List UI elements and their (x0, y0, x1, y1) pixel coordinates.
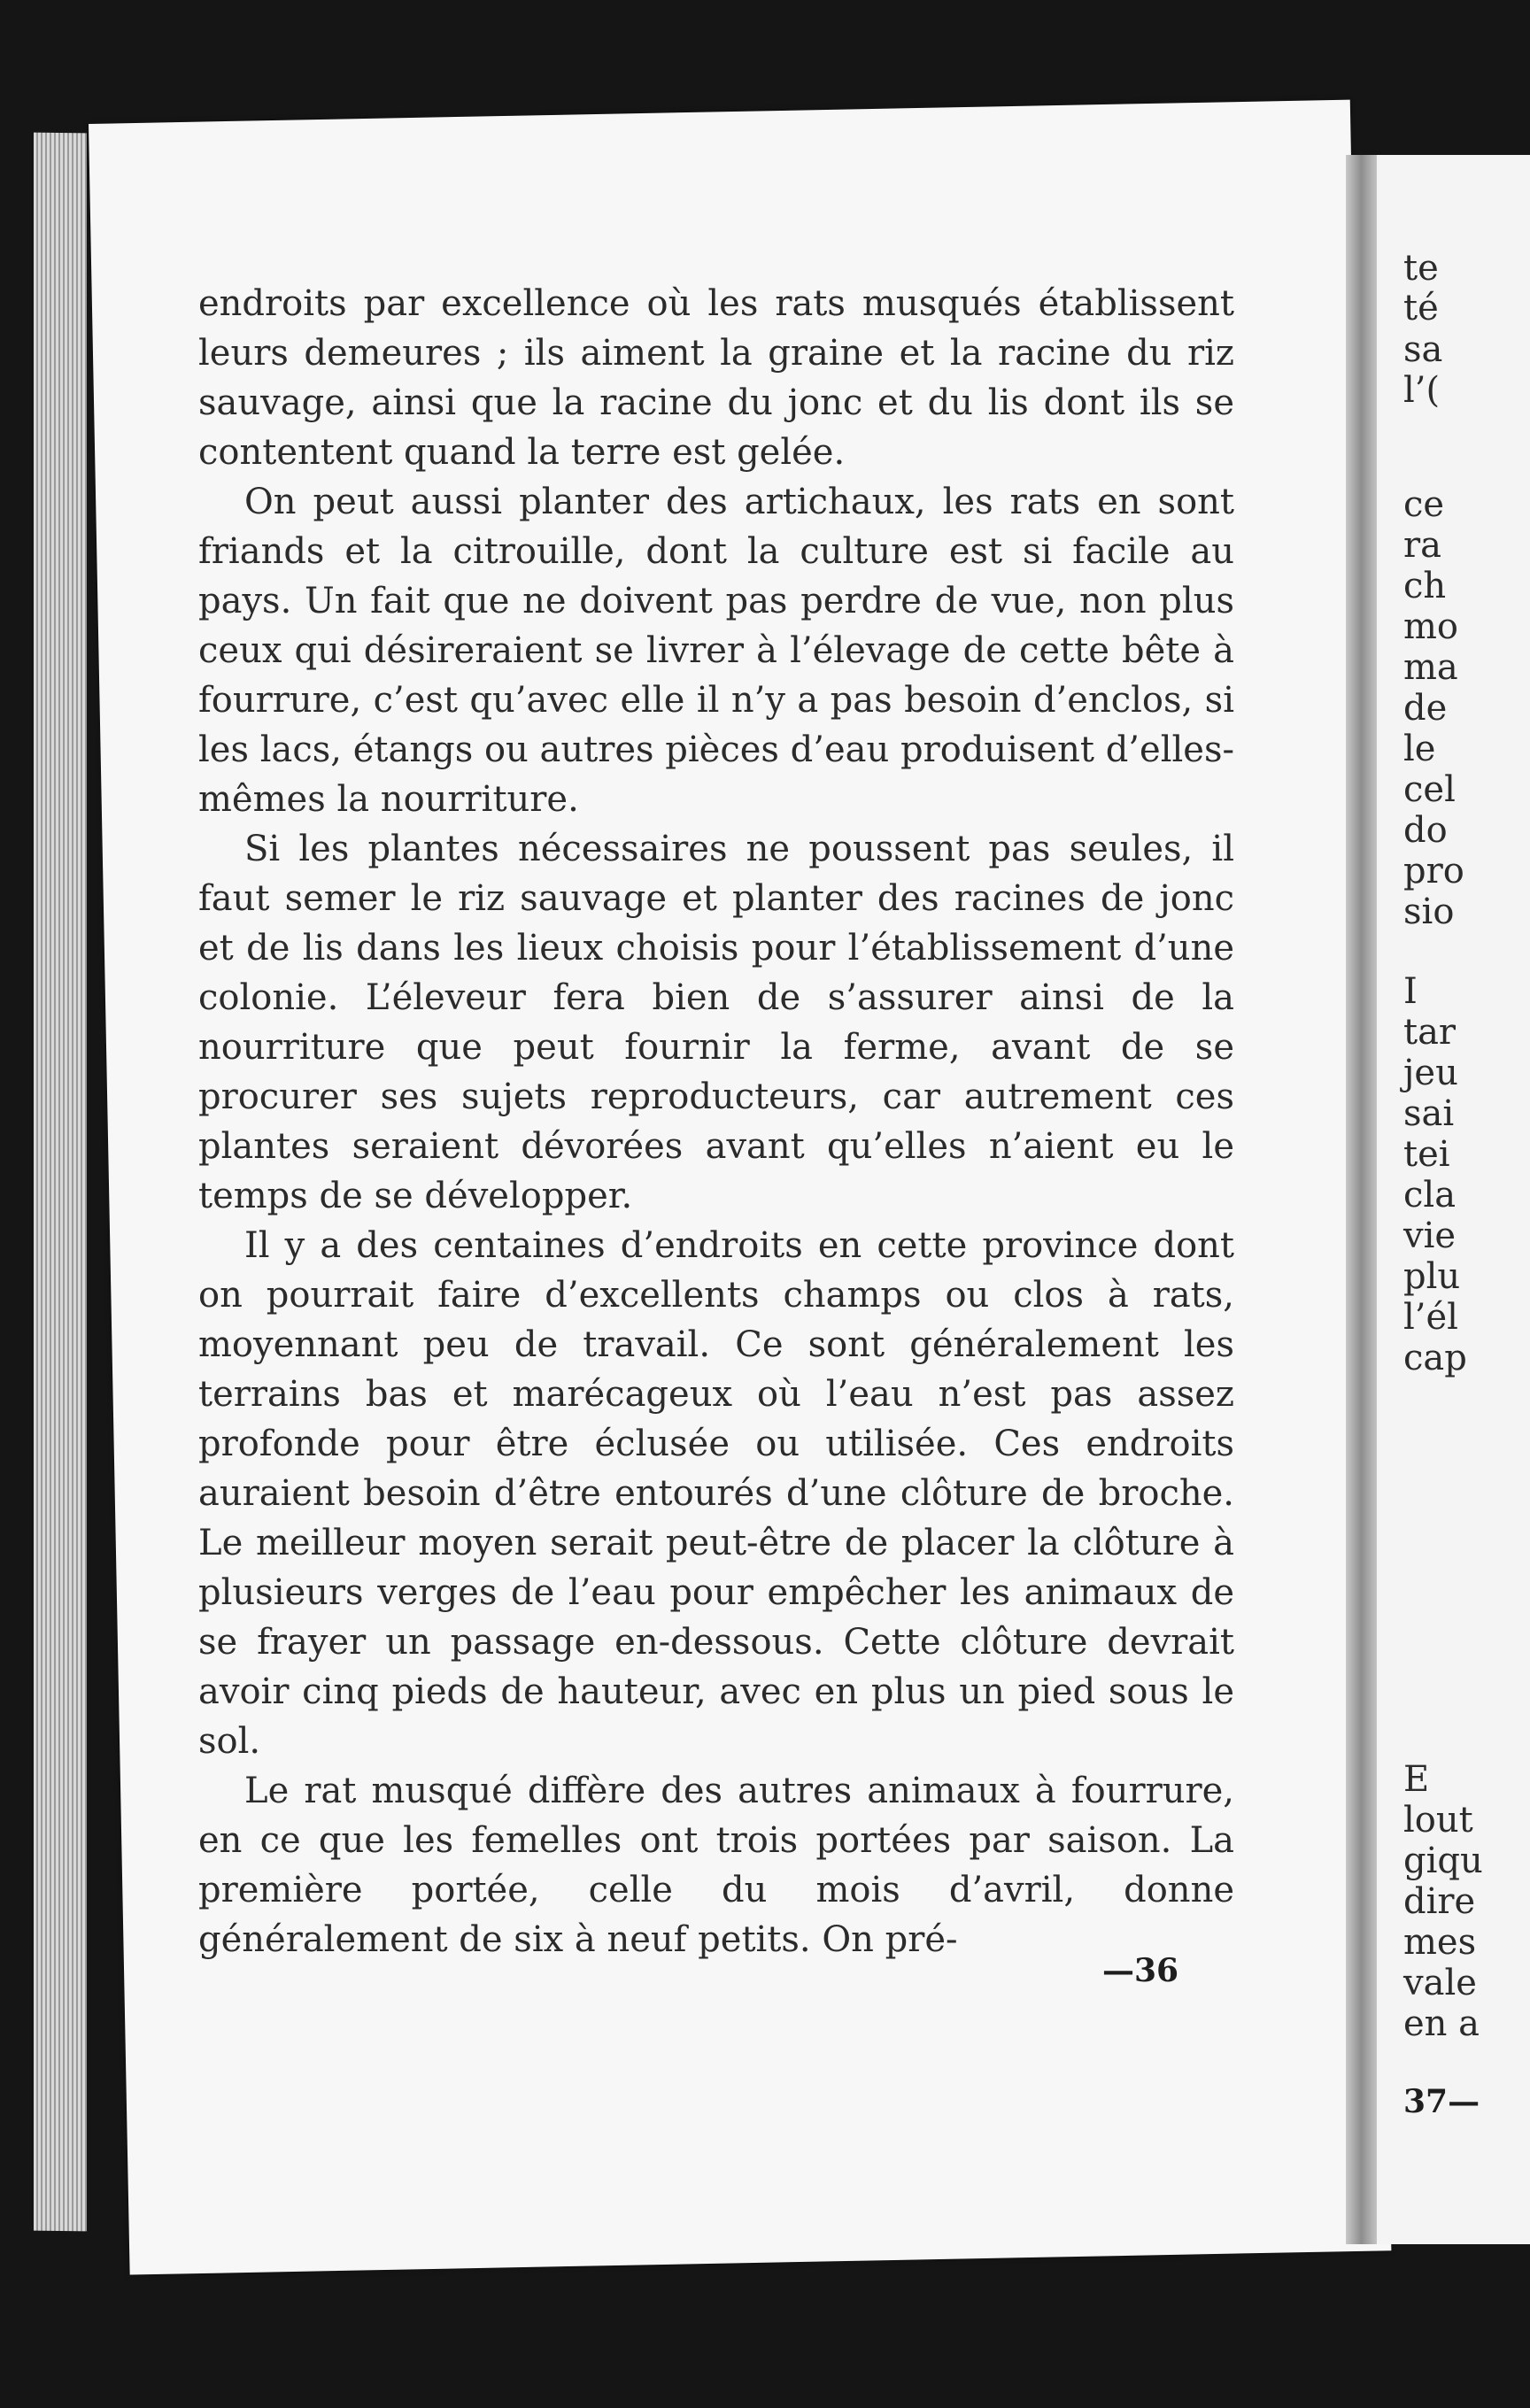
right-page-line: mes (1403, 1922, 1477, 1963)
right-page-line: tei (1403, 1134, 1450, 1175)
right-page-line: ma (1403, 647, 1458, 688)
right-page-line: sa (1403, 329, 1443, 370)
paragraph-1: endroits par excellence où les rats musqués établissent leurs demeures ; ils aiment la graine et la racine du riz sauvage, ainsi que la racine du jonc et du lis dont ils se contentent quand la terre est gelée. (198, 283, 1234, 473)
paragraph-4: Il y a des centaines d’endroits en cette province dont on pourrait faire d’excellents champs ou clos à rats, moyennant peu de travail. Ce sont généralement les terrains bas et marécageux où l’eau n’est pas assez profonde pour être éclusée ou utilisée. Ces endroits auraient besoin d’être entourés d’une clôture de broche. Le meilleur moyen serait peut-être de placer la clôture à plusieurs verges de l’eau pour empêcher les animaux de se frayer un passage en-dessous. Cette clôture devrait avoir cinq pieds de hauteur, avec en plus un pied sous le sol. (198, 1225, 1234, 1762)
right-page-line: vale (1403, 1963, 1477, 2003)
paragraph-3: Si les plantes nécessaires ne poussent pas seules, il faut semer le riz sauvage et planter des racines de jonc et de lis dans les lieux choisis pour l’établissement d’une colonie. L’éleveur fera bien de s’assurer ainsi de la nourriture que peut fournir la ferme, avant de se procurer ses sujets reproducteurs, car autrement ces plantes seraient dévorées avant qu’elles n’aient eu le temps de se développer. (198, 829, 1234, 1216)
right-page-line: de (1403, 688, 1448, 729)
right-page-line: dire (1403, 1881, 1476, 1922)
right-page-line: I (1403, 971, 1418, 1012)
right-page-line: ra (1403, 525, 1441, 566)
right-page-line: te (1403, 248, 1439, 289)
right-page-line: vie (1403, 1216, 1457, 1256)
right-page-line: giqu (1403, 1841, 1483, 1881)
page-edges (34, 133, 87, 2232)
right-page-line: cla (1403, 1175, 1457, 1216)
right-page-line: mo (1403, 606, 1459, 647)
right-page-line: do (1403, 810, 1448, 851)
right-page-line: cel (1403, 769, 1456, 810)
right-page-line: tar (1403, 1012, 1457, 1053)
right-page-line: l’( (1403, 370, 1441, 411)
right-page-line: plu (1403, 1256, 1461, 1297)
right-page-line: ce (1403, 484, 1445, 525)
paragraph-2: On peut aussi planter des artichaux, les rats en sont friands et la citrouille, dont la culture est si facile au pays. Un fait que ne doivent pas perdre de vue, non plus ceux qui désireraient se livrer à l’élevage de cette bête à fourrure, c’est qu’avec elle il n’y a pas besoin d’enclos, si les lacs, étangs ou autres pièces d’eau produisent d’elles-mêmes la nourriture. (198, 482, 1234, 820)
right-page-line: l’él (1403, 1297, 1458, 1338)
left-page-text (198, 279, 1234, 1964)
right-page (1377, 155, 1530, 2244)
right-page-line: té (1403, 288, 1439, 328)
right-page-line: lout (1403, 1800, 1473, 1841)
right-page-line: pro (1403, 851, 1464, 891)
right-page-line: le (1403, 729, 1436, 769)
right-page-line: jeu (1403, 1053, 1458, 1093)
right-page-line: sai (1403, 1093, 1455, 1134)
left-page-number: —36 (1102, 1952, 1179, 1989)
right-page-line: E (1403, 1759, 1430, 1800)
right-page-line: sio (1403, 891, 1455, 932)
right-page-line: cap (1403, 1338, 1467, 1378)
right-page-number: 37— (1403, 2083, 1480, 2120)
right-page-line: ch (1403, 566, 1447, 606)
book-gutter (1346, 155, 1377, 2244)
paragraph-5: Le rat musqué diffère des autres animaux à fourrure, en ce que les femelles ont trois portées par saison. La première portée, celle du mois d’avril, donne généralement de six à neuf petits. On pré- (198, 1771, 1234, 1960)
right-page-line: en a (1403, 2003, 1480, 2044)
